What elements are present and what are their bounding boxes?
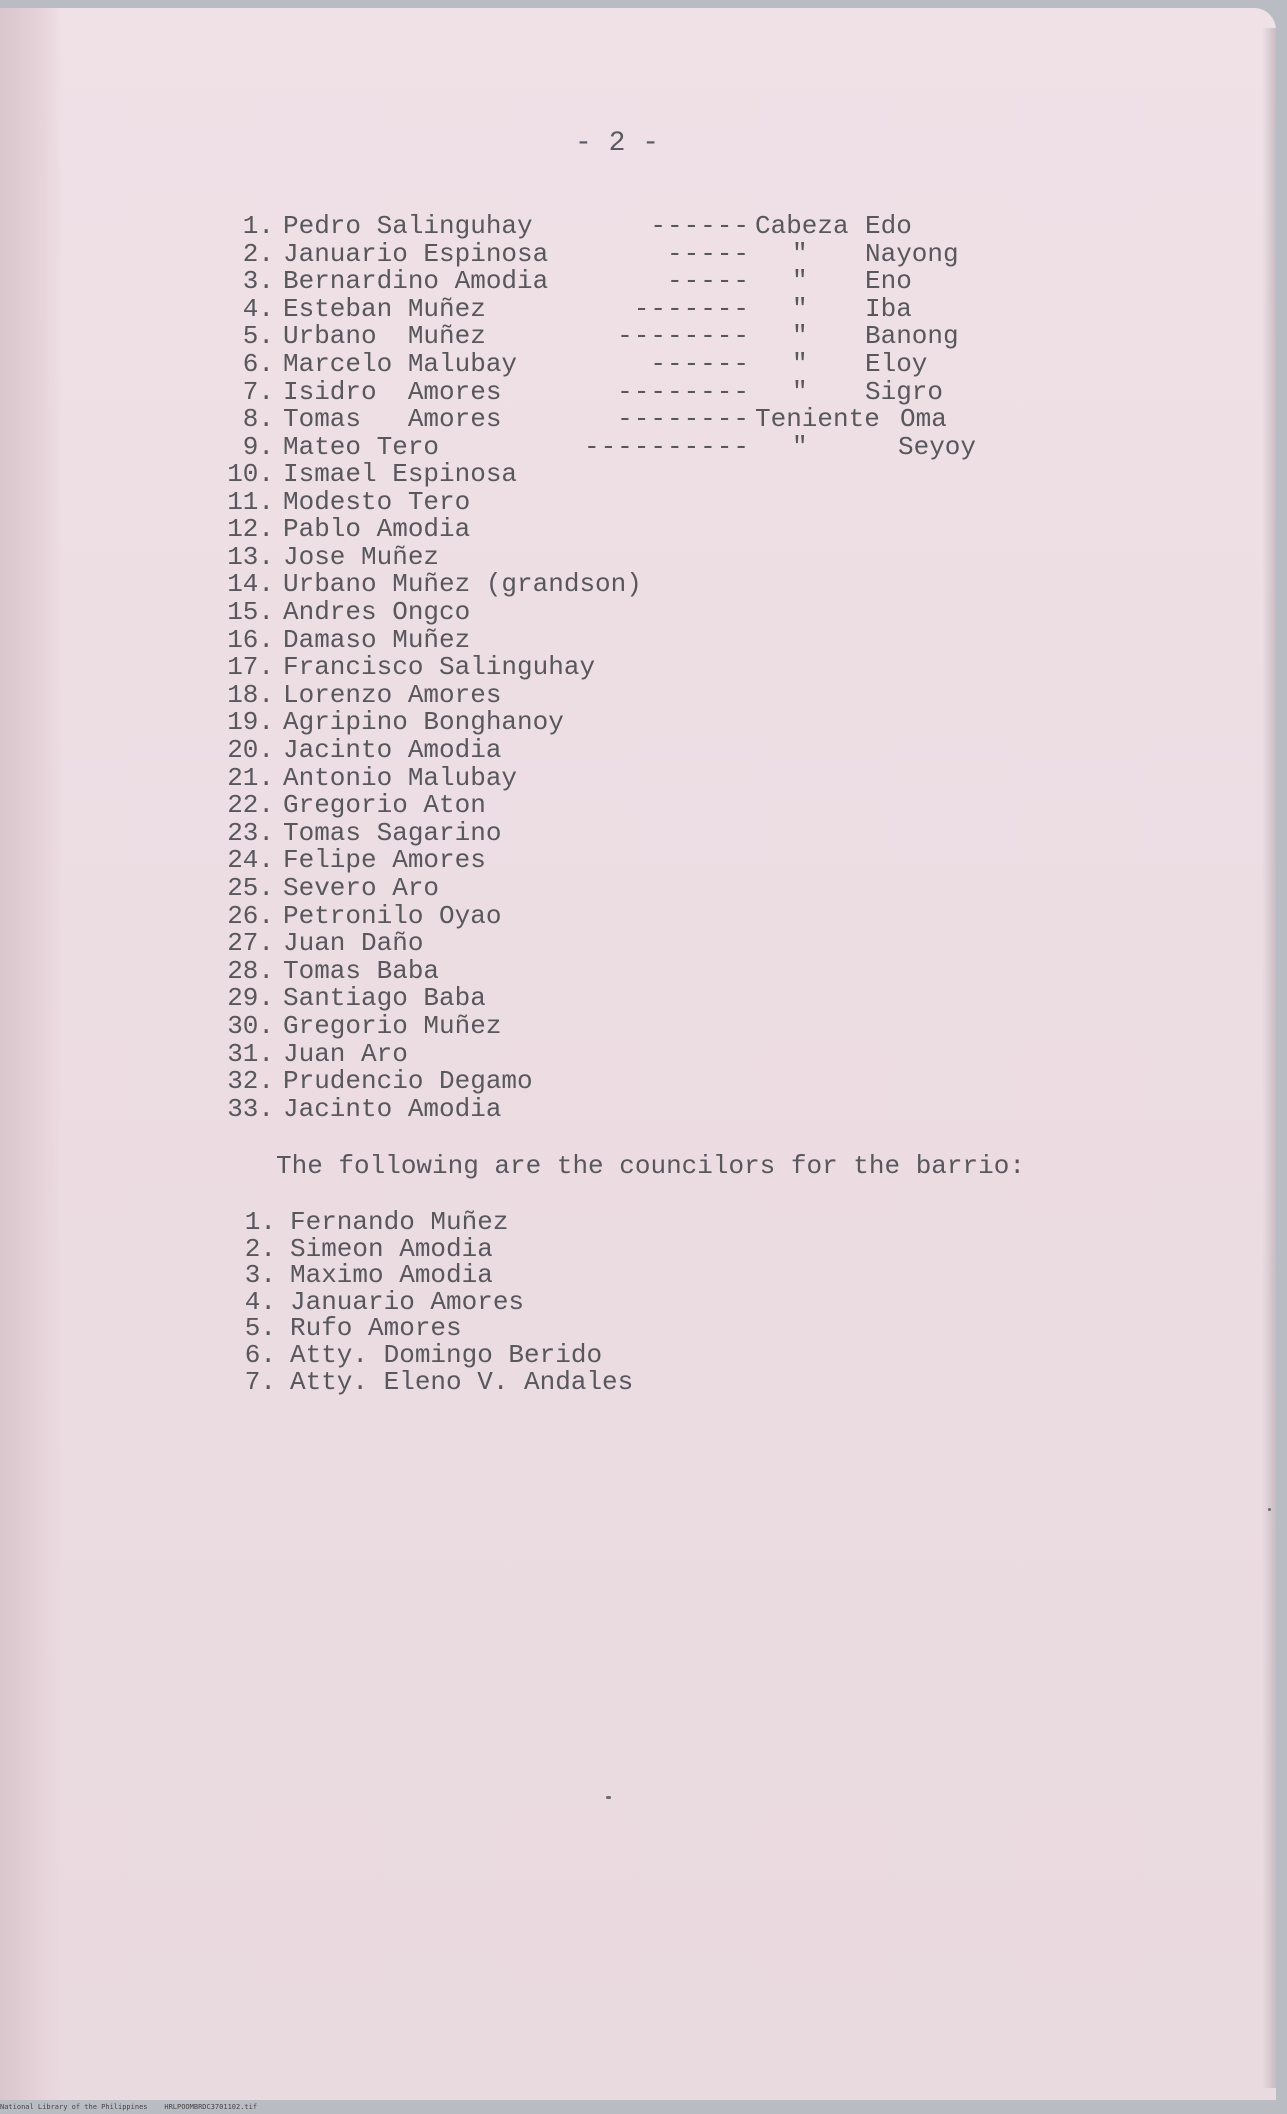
member-name: Agripino Bonghanoy (283, 707, 564, 738)
councilors-heading: The following are the councilors for the barrio: (276, 1151, 1025, 1181)
member-name: Pablo Amodia (283, 514, 471, 545)
official-title: " (792, 376, 808, 407)
member-name: Juan Daño (283, 928, 424, 959)
councilor-name: Januario Amores (290, 1286, 525, 1317)
entry-number: 15. (227, 597, 274, 627)
member-name: Francisco Salinguhay (283, 652, 596, 683)
entry-number: 21. (227, 762, 274, 793)
entry-number: 3. (244, 1260, 276, 1291)
member-name: Felipe Amores (283, 845, 486, 876)
councilor-name: Fernando Muñez (290, 1207, 509, 1237)
official-place: Eno (865, 266, 912, 297)
member-name: Juan Aro (283, 1038, 408, 1069)
official-place: Seyoy (898, 431, 977, 462)
entry-number: 11. (227, 486, 274, 517)
member-name: Damaso Muñez (283, 624, 471, 655)
entry-number: 31. (227, 1038, 274, 1069)
entry-number: 14. (227, 569, 274, 600)
official-title: " (792, 431, 808, 462)
member-name: Jacinto Amodia (283, 1093, 502, 1124)
ink-speck (606, 1796, 611, 1799)
councilor-name: Atty. Domingo Berido (290, 1340, 603, 1370)
leader-dashes: ----- (666, 238, 750, 269)
leader-dashes: ------ (650, 349, 750, 379)
ink-speck (1268, 1508, 1271, 1511)
councilor-name: Maximo Amodia (290, 1260, 493, 1291)
entry-number: 16. (227, 624, 274, 655)
official-place: Iba (865, 293, 912, 324)
entry-number: 6. (242, 349, 274, 379)
entry-number: 22. (227, 790, 274, 821)
leader-dashes: ----- (666, 266, 750, 297)
official-name: Mateo Tero (283, 431, 440, 462)
member-name: Lorenzo Amores (283, 679, 502, 710)
entry-number: 26. (227, 900, 274, 931)
official-name: Januario Espinosa (283, 238, 549, 269)
entry-number: 13. (227, 541, 274, 572)
document-page (0, 8, 1276, 2100)
official-name: Isidro Amores (283, 376, 502, 407)
official-title: " (792, 238, 808, 269)
entry-number: 7. (244, 1366, 276, 1397)
official-name: Urbano Muñez (283, 321, 486, 352)
entry-number: 8. (242, 404, 274, 435)
entry-number: 3. (242, 266, 274, 297)
entry-number: 19. (227, 707, 274, 738)
entry-number: 30. (227, 1011, 274, 1041)
leader-dashes: ------ (650, 211, 750, 241)
page-margin-shadow (0, 8, 62, 2100)
entry-number: 18. (227, 679, 274, 710)
councilor-name: Simeon Amodia (290, 1233, 493, 1264)
entry-number: 6. (244, 1340, 276, 1370)
councilor-name: Atty. Eleno V. Andales (290, 1366, 634, 1397)
entry-number: 10. (227, 459, 274, 489)
entry-number: 1. (242, 211, 274, 241)
entry-number: 28. (227, 955, 274, 986)
official-name: Esteban Muñez (283, 293, 486, 324)
member-name: Gregorio Aton (283, 790, 486, 821)
member-name: Santiago Baba (283, 983, 486, 1014)
page-edge-shadow (1262, 28, 1276, 2088)
leader-dashes: -------- (617, 404, 750, 435)
official-title: Cabeza (755, 211, 849, 241)
member-name: Gregorio Muñez (283, 1011, 502, 1041)
entry-number: 2. (242, 238, 274, 269)
official-title: Teniente (755, 404, 880, 435)
member-name: Jacinto Amodia (283, 735, 502, 765)
entry-number: 27. (227, 928, 274, 959)
entry-number: 23. (227, 817, 274, 848)
leader-dashes: ------- (633, 293, 750, 324)
entry-number: 17. (227, 652, 274, 683)
official-place: Edo (865, 211, 912, 241)
entry-number: 20. (227, 735, 274, 765)
member-name: Petronilo Oyao (283, 900, 502, 931)
member-name: Severo Aro (283, 873, 440, 903)
page-number: - 2 - (575, 128, 660, 159)
entry-number: 9. (242, 431, 274, 462)
entry-number: 12. (227, 514, 274, 545)
official-name: Pedro Salinguhay (283, 211, 533, 241)
official-name: Tomas Amores (283, 404, 502, 435)
member-name: Modesto Tero (283, 486, 471, 517)
member-name: Prudencio Degamo (283, 1066, 533, 1097)
official-name: Bernardino Amodia (283, 266, 549, 297)
entry-number: 1. (244, 1207, 276, 1237)
member-name: Andres Ongco (283, 597, 471, 627)
official-title: " (792, 266, 808, 297)
entry-number: 4. (244, 1286, 276, 1317)
member-name: Tomas Sagarino (283, 817, 502, 848)
leader-dashes: -------- (617, 376, 750, 407)
official-place: Nayong (865, 238, 959, 269)
councilor-name: Rufo Amores (290, 1313, 462, 1344)
official-place: Eloy (865, 349, 928, 379)
official-place: Banong (865, 321, 959, 352)
entry-number: 25. (227, 873, 274, 903)
entry-number: 24. (227, 845, 274, 876)
entry-number: 7. (242, 376, 274, 407)
leader-dashes: ---------- (583, 431, 750, 462)
entry-number: 4. (242, 293, 274, 324)
official-title: " (792, 349, 808, 379)
entry-number: 32. (227, 1066, 274, 1097)
member-name: Urbano Muñez (grandson) (283, 569, 642, 600)
official-place: Sigro (865, 376, 944, 407)
member-name: Antonio Malubay (283, 762, 518, 793)
entry-number: 5. (242, 321, 274, 352)
entry-number: 2. (244, 1233, 276, 1264)
member-name: Tomas Baba (283, 955, 440, 986)
entry-number: 5. (244, 1313, 276, 1344)
official-title: " (792, 321, 808, 352)
member-name: Jose Muñez (283, 541, 440, 572)
official-name: Marcelo Malubay (283, 349, 518, 379)
official-title: " (792, 293, 808, 324)
entry-number: 29. (227, 983, 274, 1014)
entry-number: 33. (227, 1093, 274, 1124)
member-name: Ismael Espinosa (283, 459, 518, 489)
official-place: Oma (900, 404, 947, 435)
scan-footer: National Library of the Philippines HRLPOOMBRDC3701102.tif (0, 2103, 258, 2111)
leader-dashes: -------- (617, 321, 750, 352)
